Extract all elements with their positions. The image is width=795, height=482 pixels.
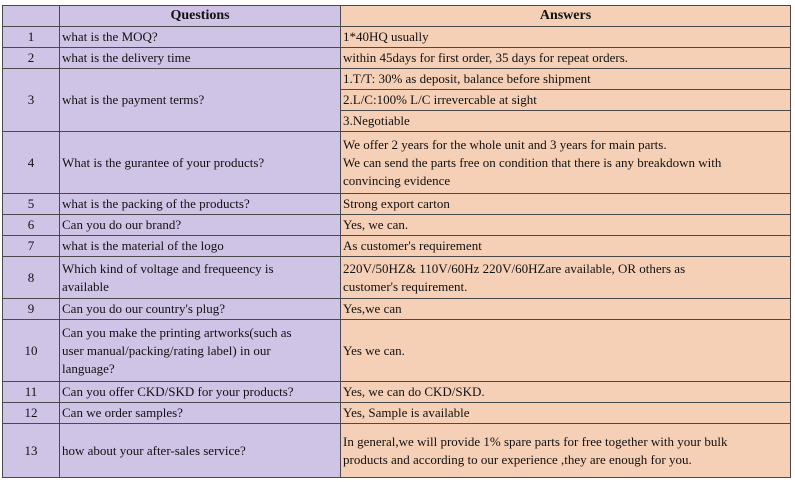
row-number: 5 [3, 194, 60, 215]
answer-cell: Yes we can. [341, 320, 791, 382]
header-number [3, 6, 60, 27]
table-row [3, 299, 791, 320]
row-number: 13 [3, 424, 60, 478]
answer-cell: 1*40HQ usually [341, 27, 791, 48]
question-cell: Can you do our brand? [60, 215, 341, 236]
answer-cell: Yes,we can [341, 299, 791, 320]
question-cell: what is the delivery time [60, 48, 341, 69]
answer-line: We offer 2 years for the whole unit and 3 years for main parts. [343, 136, 667, 152]
answer-cell: Strong export carton [341, 194, 791, 215]
answer-cell: within 45days for first order, 35 days for repeat orders. [341, 48, 791, 69]
row-number: 12 [3, 403, 60, 424]
answer-cell: Yes, Sample is available [341, 403, 791, 424]
row-number: 4 [3, 132, 60, 194]
question-cell: what is the payment terms? [60, 69, 341, 132]
answer-cell: 3.Negotiable [341, 111, 791, 132]
table-row [3, 382, 791, 403]
table-row [3, 48, 791, 69]
question-cell: how about your after-sales service? [60, 424, 341, 478]
table-row [3, 320, 791, 382]
header-answers: Answers [341, 6, 791, 27]
table-row [3, 257, 791, 299]
answer-line: In general,we will provide 1% spare parts for free together with your bulk [343, 433, 728, 449]
row-number: 3 [3, 69, 60, 132]
question-cell [60, 257, 341, 299]
row-number: 8 [3, 257, 60, 299]
answer-line: 220V/50HZ& 110V/60Hz 220V/60HZare available, OR others as [343, 260, 686, 276]
answer-cell [341, 424, 791, 478]
table-row [3, 194, 791, 215]
question-cell [60, 320, 341, 382]
answer-cell [341, 257, 791, 299]
question-line: Which kind of voltage and frequeency is [62, 260, 274, 276]
answer-cell: Yes, we can do CKD/SKD. [341, 382, 791, 403]
header-questions: Questions [60, 6, 341, 27]
question-cell: what is the packing of the products? [60, 194, 341, 215]
faq-table [2, 5, 791, 478]
answer-line: We can send the parts free on condition that there is any breakdown with [343, 154, 722, 170]
table-row [3, 69, 791, 90]
question-cell: Can we order samples? [60, 403, 341, 424]
row-number: 7 [3, 236, 60, 257]
table-row [3, 27, 791, 48]
question-cell: Can you offer CKD/SKD for your products? [60, 382, 341, 403]
answer-cell [341, 132, 791, 194]
question-cell: what is the MOQ? [60, 27, 341, 48]
table-row [3, 132, 791, 194]
answer-cell: 2.L/C:100% L/C irrevercable at sight [341, 90, 791, 111]
question-line: Can you make the printing artworks(such as [62, 324, 292, 340]
answer-cell: As customer's requirement [341, 236, 791, 257]
answer-line: convincing evidence [343, 172, 451, 188]
table-row [3, 424, 791, 478]
answer-cell: Yes, we can. [341, 215, 791, 236]
question-line: user manual/packing/rating label) in our [62, 342, 271, 358]
question-cell: what is the material of the logo [60, 236, 341, 257]
row-number: 10 [3, 320, 60, 382]
row-number: 2 [3, 48, 60, 69]
row-number: 6 [3, 215, 60, 236]
question-line: available [62, 278, 109, 294]
question-line: language? [62, 360, 115, 376]
question-cell: What is the gurantee of your products? [60, 132, 341, 194]
table-row [3, 236, 791, 257]
table-row [3, 215, 791, 236]
answer-cell: 1.T/T: 30% as deposit, balance before shipment [341, 69, 791, 90]
row-number: 1 [3, 27, 60, 48]
answer-line: customer's requirement. [343, 278, 468, 294]
row-number: 9 [3, 299, 60, 320]
answer-line: products and according to our experience ,they are enough for you. [343, 451, 692, 467]
header-row [3, 6, 791, 27]
table-row [3, 403, 791, 424]
question-cell: Can you do our country's plug? [60, 299, 341, 320]
row-number: 11 [3, 382, 60, 403]
